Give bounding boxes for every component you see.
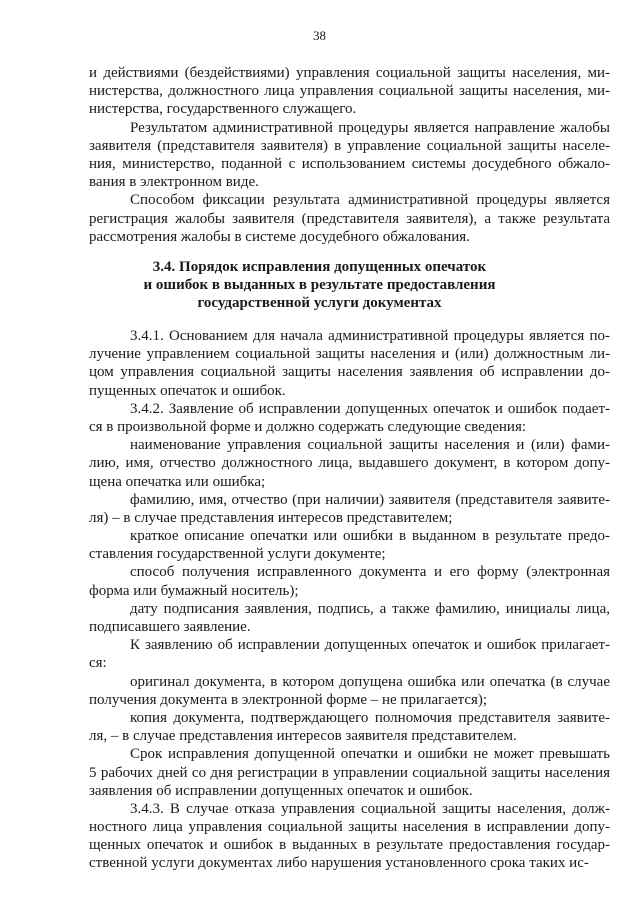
text-line: Результатом административной процедуры является направление жалобы bbox=[130, 119, 610, 136]
text-line: копия документа, подтверждающего полномочия представителя заявите- bbox=[130, 709, 610, 726]
text-line: форма или бумажный носитель); bbox=[89, 582, 299, 599]
heading-line: и ошибок в выданных в результате предоставления bbox=[143, 277, 496, 294]
text-line: фамилию, имя, отчество (при наличии) заявителя (представителя заявите- bbox=[130, 491, 610, 508]
text-line: 3.4.2. Заявление об исправлении допущенных опечаток и ошибок подает- bbox=[130, 400, 610, 417]
text-line: лучение управлением социальной защиты населения и (или) должностным ли- bbox=[89, 346, 610, 363]
text-line: наименование управления социальной защиты населения и (или) фами- bbox=[130, 437, 610, 454]
body-paragraph bbox=[89, 709, 610, 745]
text-line: лию, имя, отчество должностного лица, выдавшего документ, в котором допу- bbox=[89, 455, 610, 472]
text-line: цом управления социальной защиты населения заявления об исправлении до- bbox=[89, 364, 610, 381]
text-line: К заявлению об исправлении допущенных опечаток и ошибок прилагает- bbox=[130, 637, 610, 654]
text-line: и действиями (бездействиями) управления социальной защиты населения, ми- bbox=[89, 65, 610, 81]
body-paragraph bbox=[89, 491, 610, 527]
text-line: регистрация жалобы заявителя (представителя заявителя), а также результата bbox=[89, 210, 610, 227]
text-line: заявителя (представителя заявителя) в управление социальной защиты населе- bbox=[89, 137, 610, 154]
text-line: 5 рабочих дней со дня регистрации в управлении социальной защиты населения bbox=[89, 764, 610, 781]
text-line: заявления об исправлении допущенных опечаток и ошибок. bbox=[89, 782, 473, 799]
text-line: рассмотрения жалобы в системе досудебного обжалования. bbox=[89, 228, 470, 245]
section-heading bbox=[0, 258, 639, 313]
top-paragraph bbox=[89, 191, 610, 246]
text-line: краткое описание опечатки или ошибки в выданном в результате предо- bbox=[130, 528, 610, 545]
text-line: дату подписания заявления, подпись, а также фамилию, инициалы лица, bbox=[130, 600, 610, 617]
text-line: ля, – в случае представления интересов заявителя представителем. bbox=[89, 728, 517, 745]
text-line: получения документа в электронной форме – не прилагается); bbox=[89, 691, 488, 708]
body-paragraph bbox=[89, 673, 610, 709]
text-line: щена опечатка или ошибка; bbox=[89, 473, 266, 490]
heading-line: 3.4. Порядок исправления допущенных опечаток bbox=[152, 259, 487, 275]
body-paragraph bbox=[89, 527, 610, 563]
body-paragraph bbox=[89, 800, 610, 873]
text-line: подписавшего заявление. bbox=[89, 619, 251, 635]
text-line: нистерства, должностного лица управления социальной защиты населения, ми- bbox=[89, 83, 610, 100]
text-line: ставления государственной услуги документе; bbox=[89, 546, 386, 563]
body-paragraph bbox=[89, 400, 610, 436]
text-line: вания в электронном виде. bbox=[89, 174, 259, 191]
top-paragraph bbox=[89, 64, 610, 119]
text-line: ственной услуги документах либо нарушения установленного срока таких ис- bbox=[89, 855, 589, 872]
text-line: оригинал документа, в котором допущена ошибка или опечатка (в случае bbox=[130, 673, 610, 690]
text-line: 3.4.1. Основанием для начала административной процедуры является по- bbox=[130, 328, 610, 344]
text-line: ностного лица управления социальной защиты населения в исправлении допу- bbox=[89, 819, 610, 836]
text-line: 3.4.3. В случае отказа управления социальной защиты населения, долж- bbox=[130, 800, 610, 817]
body-paragraph bbox=[89, 745, 610, 800]
text-line: ся: bbox=[89, 655, 107, 672]
top-paragraph bbox=[89, 119, 610, 192]
body-paragraph bbox=[89, 327, 610, 400]
text-line: щенных опечаток и ошибок в выданных в результате предоставления государ- bbox=[89, 837, 610, 854]
text-line: нистерства, государственного служащего. bbox=[89, 101, 357, 118]
text-line: ля) – в случае представления интересов представителем; bbox=[89, 509, 453, 526]
text-line: пущенных опечаток и ошибок. bbox=[89, 382, 286, 399]
text-line: ся в произвольной форме и должно содержать следующие сведения: bbox=[89, 418, 527, 435]
heading-line: государственной услуги документах bbox=[197, 295, 442, 312]
page-number: 38 bbox=[313, 28, 326, 43]
body-paragraph bbox=[89, 563, 610, 599]
top-text-block bbox=[89, 64, 610, 246]
body-paragraph bbox=[89, 436, 610, 491]
text-line: ния, министерство, поданной с использованием системы досудебного обжало- bbox=[89, 155, 610, 172]
text-line: способ получения исправленного документа и его форму (электронная bbox=[130, 564, 610, 581]
text-line: Срок исправления допущенной опечатки и ошибки не может превышать bbox=[130, 746, 610, 763]
body-text-block bbox=[89, 327, 610, 873]
body-paragraph bbox=[89, 600, 610, 636]
text-line: Способом фиксации результата административной процедуры является bbox=[130, 192, 610, 209]
body-paragraph bbox=[89, 636, 610, 672]
